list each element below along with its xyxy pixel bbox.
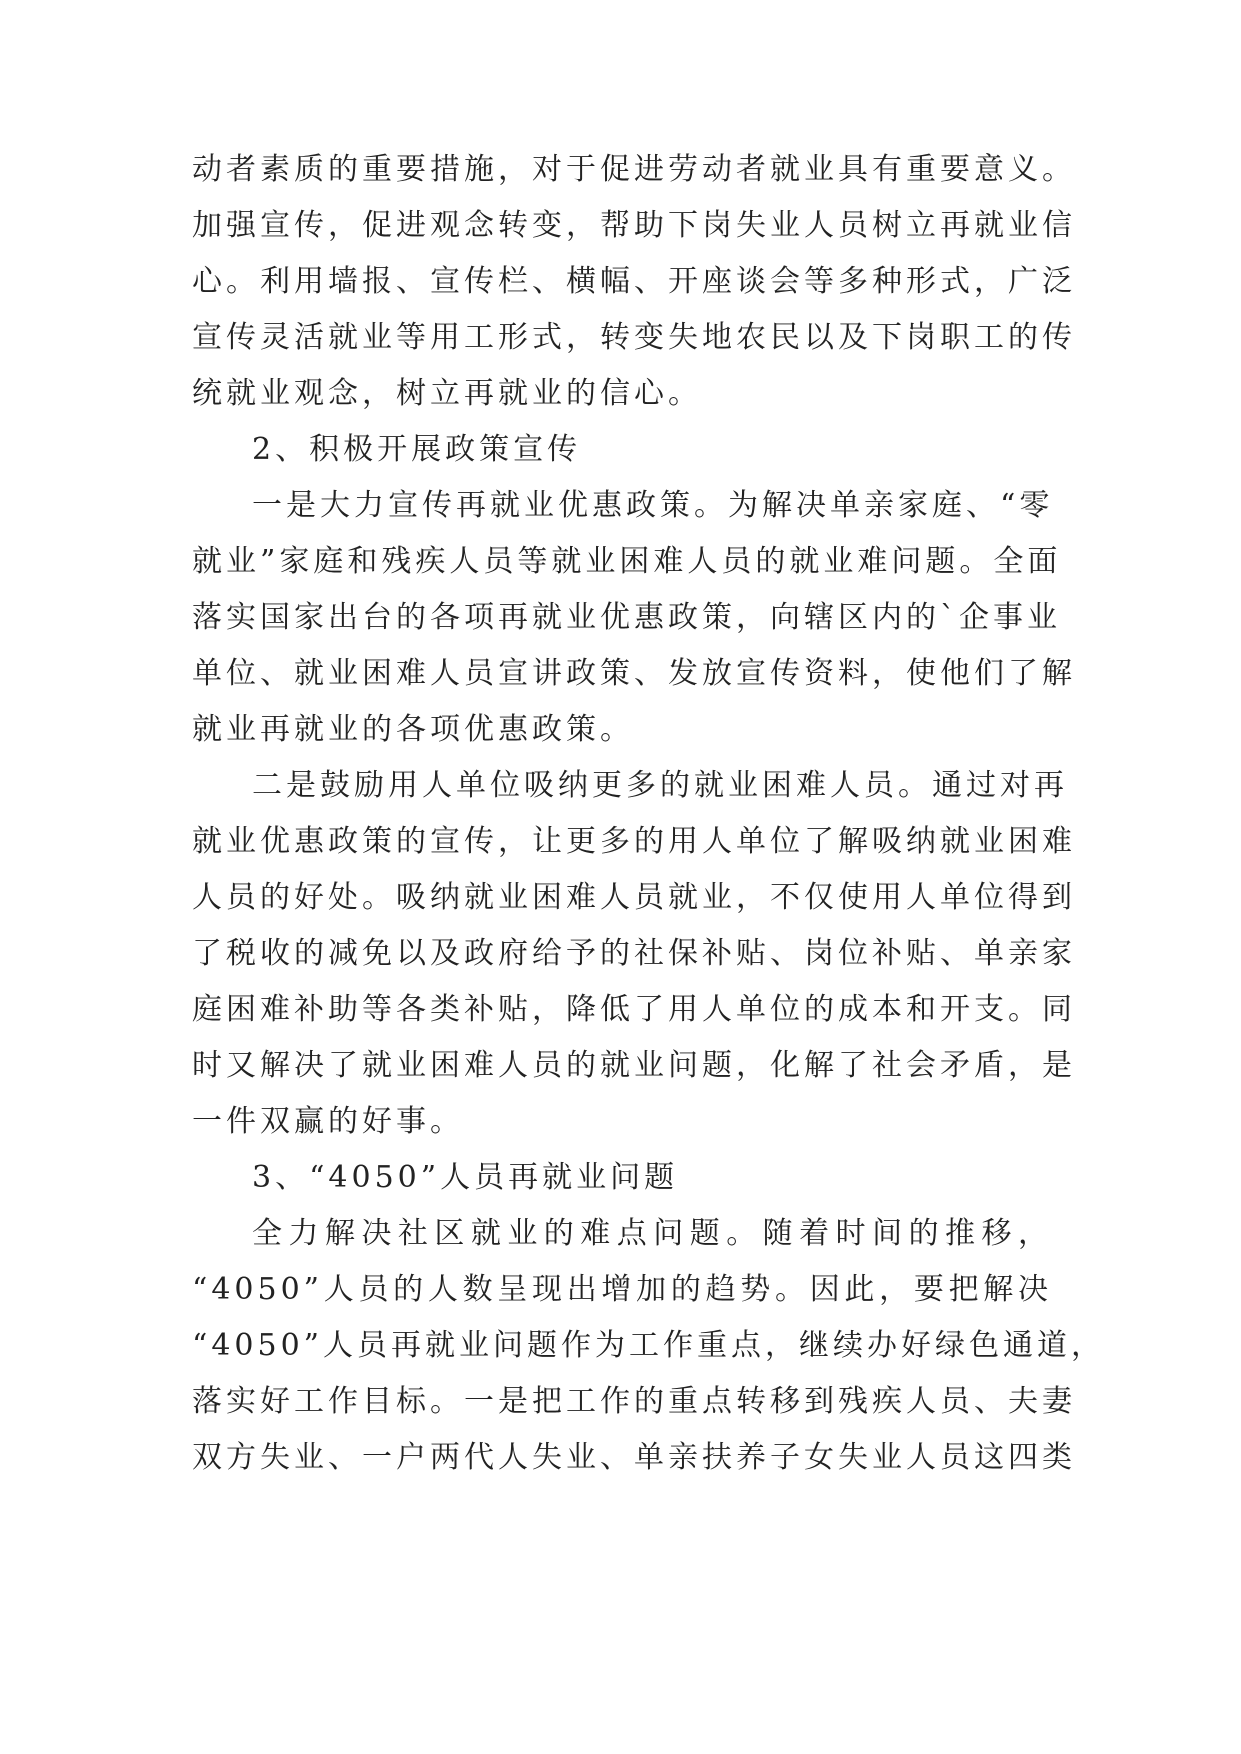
text-line-22: “4050”人员再就业问题作为工作重点，继续办好绿色通道，: [192, 1328, 1106, 1363]
text-line-10: 单位、就业困难人员宣讲政策、发放宣传资料，使他们了解: [192, 656, 1076, 691]
text-line-15: 了税收的减免以及政府给予的社保补贴、岗位补贴、单亲家: [192, 936, 1076, 971]
text-line-2: 加强宣传，促进观念转变，帮助下岗失业人员树立再就业信: [192, 208, 1076, 243]
text-line-16: 庭困难补助等各类补贴，降低了用人单位的成本和开支。同: [192, 992, 1076, 1027]
text-line-7: 一是大力宣传再就业优惠政策。为解决单亲家庭、“零: [252, 488, 1054, 523]
text-line-20: 全力解决社区就业的难点问题。随着时间的推移，: [252, 1216, 1052, 1251]
text-line-3: 心。利用墙报、宣传栏、横幅、开座谈会等多种形式，广泛: [192, 264, 1076, 299]
section-heading-3: 3、“4050”人员再就业问题: [252, 1160, 679, 1195]
text-line-23: 落实好工作目标。一是把工作的重点转移到残疾人员、夫妻: [192, 1384, 1076, 1419]
text-line-4: 宣传灵活就业等用工形式，转变失地农民以及下岗职工的传: [192, 320, 1076, 355]
text-line-24: 双方失业、一户两代人失业、单亲扶养子女失业人员这四类: [192, 1440, 1076, 1475]
text-line-12: 二是鼓励用人单位吸纳更多的就业困难人员。通过对再: [252, 768, 1068, 803]
text-line-5: 统就业观念，树立再就业的信心。: [192, 376, 702, 411]
text-line-14: 人员的好处。吸纳就业困难人员就业，不仅使用人单位得到: [192, 880, 1076, 915]
text-line-8: 就业”家庭和残疾人员等就业困难人员的就业难问题。全面: [192, 544, 1062, 579]
text-line-9: 落实国家出台的各项再就业优惠政策，向辖区内的`企事业: [192, 600, 1061, 635]
text-line-13: 就业优惠政策的宣传，让更多的用人单位了解吸纳就业困难: [192, 824, 1076, 859]
text-line-17: 时又解决了就业困难人员的就业问题，化解了社会矛盾，是: [192, 1048, 1076, 1083]
text-line-1: 动者素质的重要措施，对于促进劳动者就业具有重要意义。: [192, 152, 1076, 187]
text-line-11: 就业再就业的各项优惠政策。: [192, 712, 634, 747]
text-line-18: 一件双赢的好事。: [192, 1104, 464, 1139]
section-heading-2: 2、积极开展政策宣传: [252, 432, 582, 467]
text-line-21: “4050”人员的人数呈现出增加的趋势。因此，要把解决: [192, 1272, 1052, 1307]
